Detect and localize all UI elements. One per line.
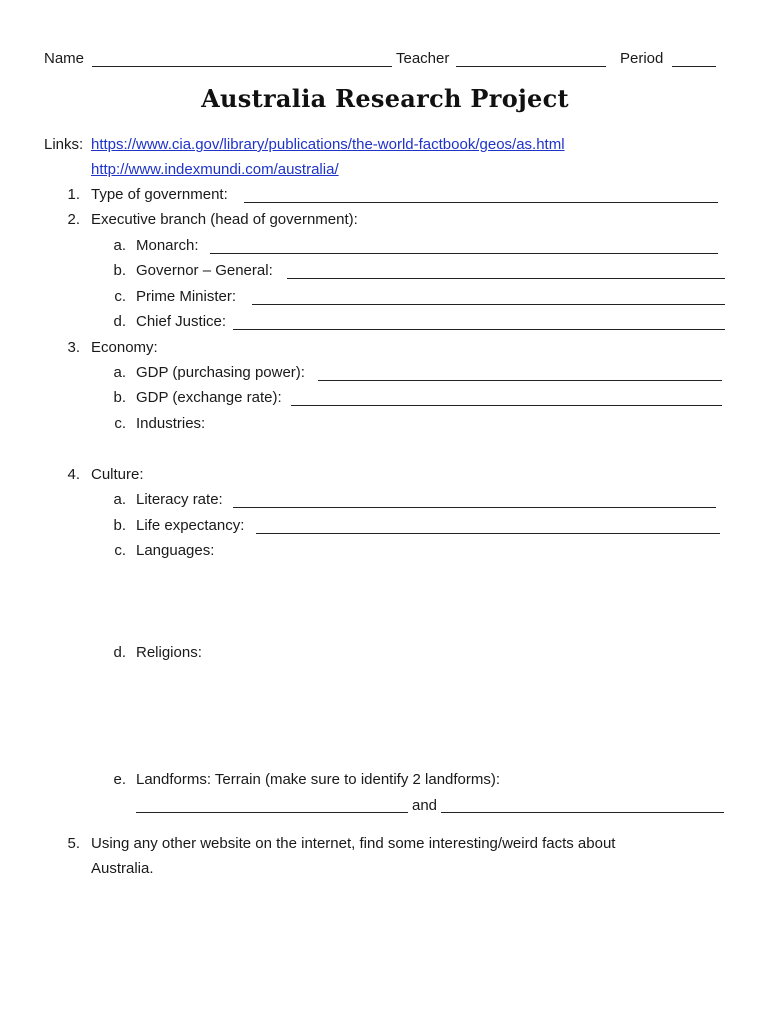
name-field[interactable]: [92, 66, 392, 67]
landforms-label: Landforms: Terrain (make sure to identify 2 landforms):: [136, 771, 501, 788]
type-of-government-answer[interactable]: [244, 202, 718, 203]
literacy-rate-answer[interactable]: [233, 507, 716, 508]
gdp-exchange-rate-label: GDP (exchange rate):: [136, 389, 282, 406]
question-number: 5.: [67, 835, 80, 852]
governor-general-answer[interactable]: [287, 278, 725, 279]
sub-letter: b.: [113, 262, 126, 279]
question-number: 3.: [67, 339, 80, 356]
gdp-purchasing-power-label: GDP (purchasing power):: [136, 364, 305, 381]
gdp-purchasing-power-answer[interactable]: [318, 380, 722, 381]
cia-factbook-link[interactable]: https://www.cia.gov/library/publications/the-world-factbook/geos/as.html: [91, 136, 565, 153]
sub-letter: e.: [113, 771, 126, 788]
industries-label: Industries:: [136, 415, 206, 432]
governor-general-label: Governor – General:: [136, 262, 273, 279]
sub-letter: a.: [113, 364, 126, 381]
page-title: Australia Research Project: [201, 84, 569, 113]
chief-justice-answer[interactable]: [233, 329, 725, 330]
name-label: Name: [44, 50, 85, 67]
period-field[interactable]: [672, 66, 716, 67]
landform-1-answer[interactable]: [136, 812, 408, 813]
question-number: 4.: [67, 466, 80, 483]
literacy-rate-label: Literacy rate:: [136, 491, 223, 508]
life-expectancy-answer[interactable]: [256, 533, 720, 534]
question-culture: Culture:: [91, 466, 144, 483]
sub-letter: c.: [114, 288, 126, 305]
question-economy: Economy:: [91, 339, 158, 356]
question-type-of-government: Type of government:: [91, 186, 228, 203]
links-label: Links:: [44, 136, 84, 153]
sub-letter: d.: [113, 644, 126, 661]
sub-letter: b.: [113, 389, 126, 406]
gdp-exchange-rate-answer[interactable]: [291, 405, 722, 406]
monarch-label: Monarch:: [136, 237, 199, 254]
question-number: 1.: [67, 186, 80, 203]
languages-label: Languages:: [136, 542, 215, 559]
indexmundi-link[interactable]: http://www.indexmundi.com/australia/: [91, 161, 339, 178]
sub-letter: c.: [114, 415, 126, 432]
sub-letter: d.: [113, 313, 126, 330]
question-interesting-facts: Using any other website on the internet, find some interesting/weird facts about: [91, 835, 616, 852]
life-expectancy-label: Life expectancy:: [136, 517, 245, 534]
sub-letter: c.: [114, 542, 126, 559]
question-interesting-facts-line2: Australia.: [91, 860, 154, 877]
sub-letter: a.: [113, 491, 126, 508]
chief-justice-label: Chief Justice:: [136, 313, 227, 330]
teacher-label: Teacher: [396, 50, 450, 67]
prime-minister-label: Prime Minister:: [136, 288, 237, 305]
prime-minister-answer[interactable]: [252, 304, 725, 305]
teacher-field[interactable]: [456, 66, 606, 67]
sub-letter: a.: [113, 237, 126, 254]
and-label: and: [412, 797, 438, 814]
sub-letter: b.: [113, 517, 126, 534]
religions-label: Religions:: [136, 644, 202, 661]
monarch-answer[interactable]: [210, 253, 718, 254]
landform-2-answer[interactable]: [441, 812, 724, 813]
question-number: 2.: [67, 211, 80, 228]
period-label: Period: [620, 50, 664, 67]
question-executive-branch: Executive branch (head of government):: [91, 211, 358, 228]
